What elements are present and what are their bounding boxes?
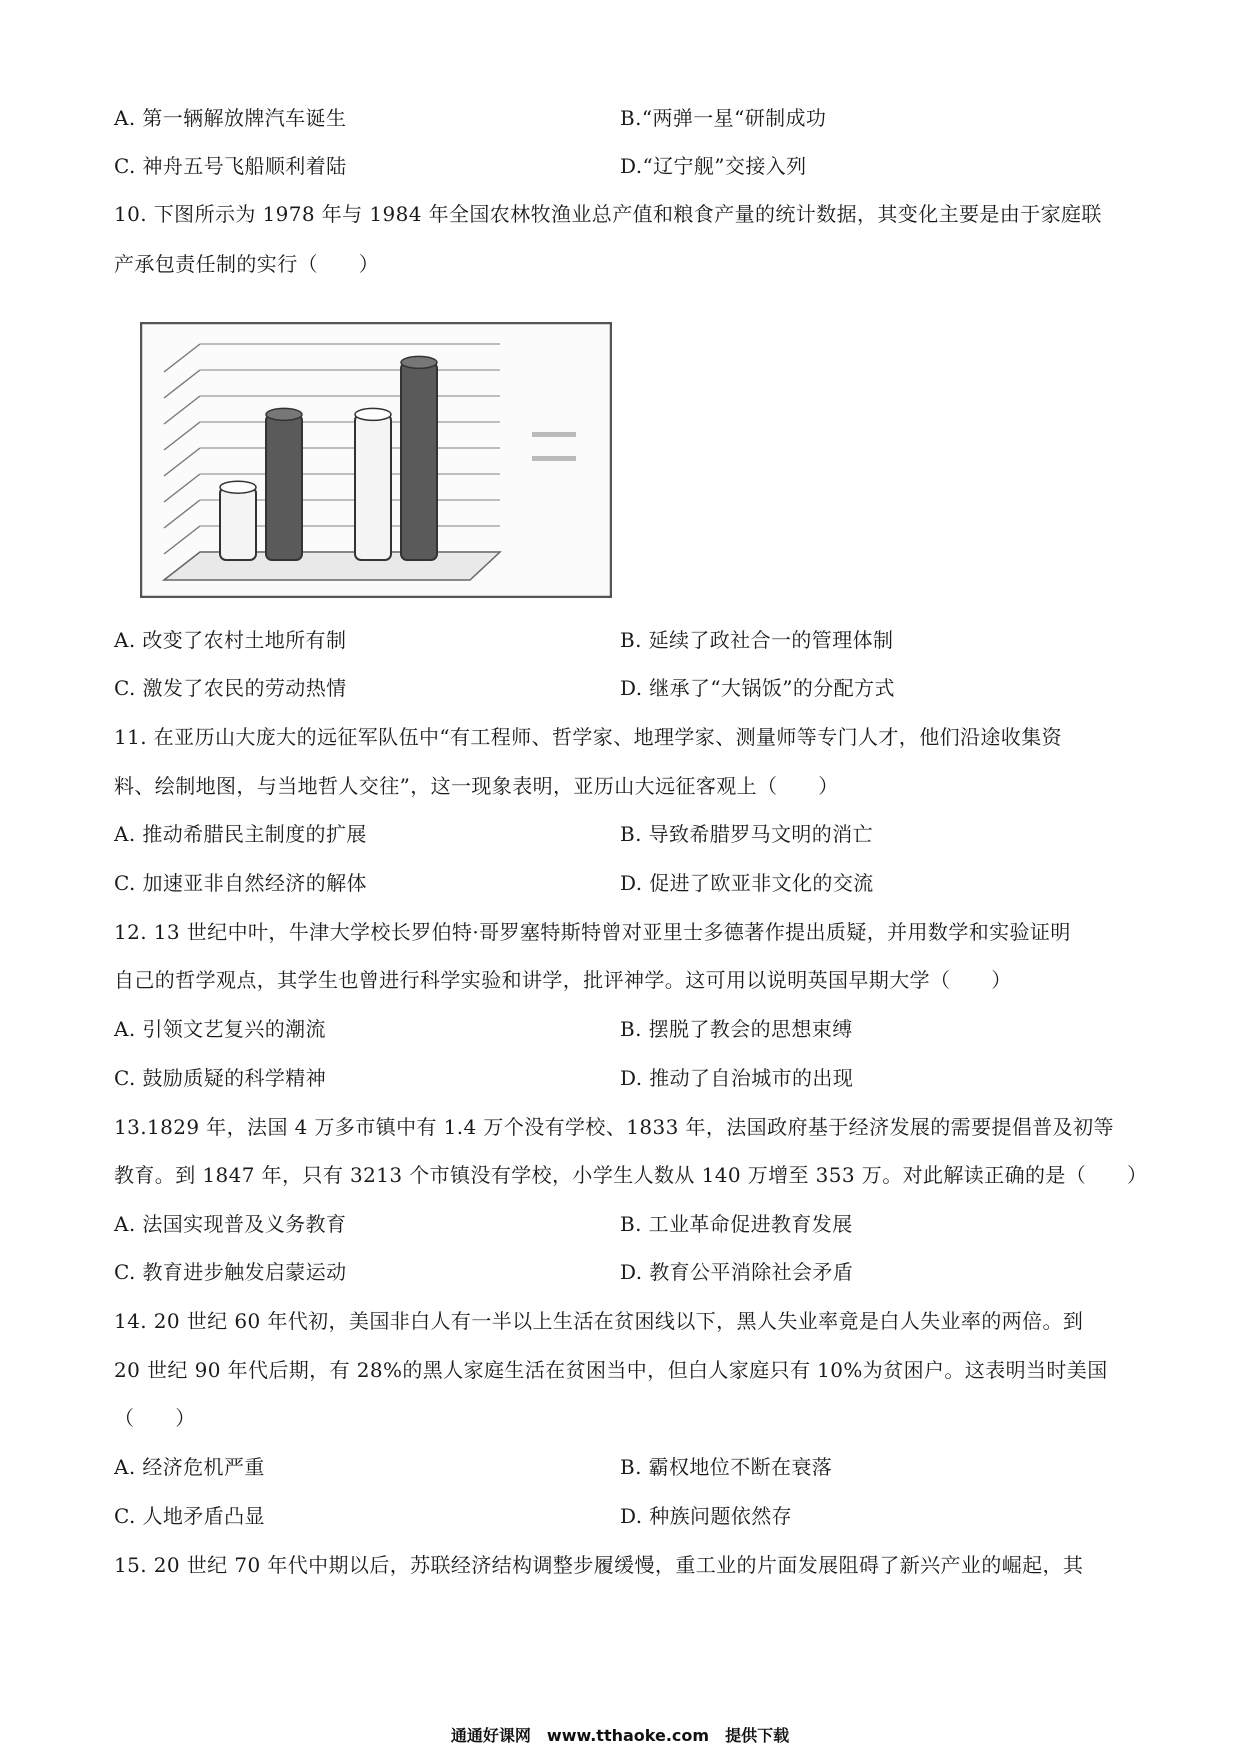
q13-stem-line1: 13.1829 年，法国 4 万多市镇中有 1.4 万个没有学校、1833 年，法国政府基于经济发展的需要提倡普及初等 bbox=[114, 1115, 1114, 1139]
q9-option-c: C. 神舟五号飞船顺利着陆 bbox=[114, 154, 347, 178]
q14-option-c: C. 人地矛盾凸显 bbox=[114, 1504, 265, 1528]
bar-1-1 bbox=[401, 362, 437, 560]
q14-option-b: B. 霸权地位不断在衰落 bbox=[620, 1455, 833, 1479]
q10-option-b: B. 延续了政社合一的管理体制 bbox=[620, 628, 894, 652]
q14-stem-line1: 14. 20 世纪 60 年代初，美国非白人有一半以上生活在贫困线以下，黑人失业率竟是白人失业率的两倍。到 bbox=[114, 1309, 1084, 1333]
q12-option-d: D. 推动了自治城市的出现 bbox=[620, 1066, 854, 1090]
q10-option-a: A. 改变了农村土地所有制 bbox=[114, 628, 347, 652]
q14-option-d: D. 种族问题依然存 bbox=[620, 1504, 793, 1528]
q12-option-b: B. 摆脱了教会的思想束缚 bbox=[620, 1017, 853, 1041]
q11-option-a: A. 推动希腊民主制度的扩展 bbox=[114, 822, 367, 846]
q10-option-c: C. 激发了农民的劳动热情 bbox=[114, 676, 347, 700]
bar-0-0 bbox=[220, 487, 256, 560]
q14-stem-line3: （ ） bbox=[114, 1406, 196, 1430]
q13-option-b: B. 工业革命促进教育发展 bbox=[620, 1212, 853, 1236]
q9-option-a: A. 第一辆解放牌汽车诞生 bbox=[114, 106, 347, 130]
bar-1-0 bbox=[355, 414, 391, 560]
q10-bar-chart bbox=[140, 322, 612, 598]
q15-stem-line1: 15. 20 世纪 70 年代中期以后，苏联经济结构调整步履缓慢，重工业的片面发展阻碍了新兴产业的崛起，其 bbox=[114, 1553, 1084, 1577]
bar-0-1 bbox=[266, 414, 302, 560]
q10-stem-line2: 产承包责任制的实行（ ） bbox=[114, 252, 380, 276]
q14-option-a: A. 经济危机严重 bbox=[114, 1455, 265, 1479]
legend-mark-2 bbox=[532, 456, 576, 461]
q13-option-d: D. 教育公平消除社会矛盾 bbox=[620, 1260, 854, 1284]
bar-cap-1-0 bbox=[355, 408, 391, 420]
q11-option-c: C. 加速亚非自然经济的解体 bbox=[114, 871, 367, 895]
q10-chart-svg bbox=[140, 322, 612, 598]
q12-option-c: C. 鼓励质疑的科学精神 bbox=[114, 1066, 327, 1090]
q14-stem-line2: 20 世纪 90 年代后期，有 28%的黑人家庭生活在贫困当中，但白人家庭只有 10%为贫困户。这表明当时美国 bbox=[114, 1358, 1108, 1382]
q9-option-d: D.“辽宁舰”交接入列 bbox=[620, 154, 807, 178]
q13-option-c: C. 教育进步触发启蒙运动 bbox=[114, 1260, 347, 1284]
q13-option-a: A. 法国实现普及义务教育 bbox=[114, 1212, 347, 1236]
legend-mark-1 bbox=[532, 432, 576, 437]
bar-cap-0-0 bbox=[220, 481, 256, 493]
q11-option-d: D. 促进了欧亚非文化的交流 bbox=[620, 871, 874, 895]
chart-floor-plane bbox=[164, 552, 500, 580]
q11-stem-line1: 11. 在亚历山大庞大的远征军队伍中“有工程师、哲学家、地理学家、测量师等专门人才，他们沿途收集资 bbox=[114, 725, 1062, 749]
q12-stem-line2: 自己的哲学观点，其学生也曾进行科学实验和讲学，批评神学。这可用以说明英国早期大学（ ） bbox=[114, 968, 1012, 992]
page-footer: 通通好课网 www.tthaoke.com 提供下载 bbox=[450, 1726, 790, 1745]
q10-option-d: D. 继承了“大锅饭”的分配方式 bbox=[620, 676, 895, 700]
q12-stem-line1: 12. 13 世纪中叶，牛津大学校长罗伯特·哥罗塞特斯特曾对亚里士多德著作提出质疑，并用数学和实验证明 bbox=[114, 920, 1071, 944]
q13-stem-line2: 教育。到 1847 年，只有 3213 个市镇没有学校，小学生人数从 140 万增至 353 万。对此解读正确的是（ ） bbox=[114, 1163, 1148, 1187]
q11-stem-line2: 料、绘制地图，与当地哲人交往”，这一现象表明，亚历山大远征客观上（ ） bbox=[114, 774, 839, 798]
q11-option-b: B. 导致希腊罗马文明的消亡 bbox=[620, 822, 874, 846]
bar-cap-0-1 bbox=[266, 408, 302, 420]
q12-option-a: A. 引领文艺复兴的潮流 bbox=[114, 1017, 326, 1041]
q10-stem-line1: 10. 下图所示为 1978 年与 1984 年全国农林牧渔业总产值和粮食产量的统计数据，其变化主要是由于家庭联 bbox=[114, 202, 1102, 226]
chart-floor bbox=[164, 552, 500, 580]
bar-cap-1-1 bbox=[401, 356, 437, 368]
q9-option-b: B.“两弹一星“研制成功 bbox=[620, 106, 827, 130]
